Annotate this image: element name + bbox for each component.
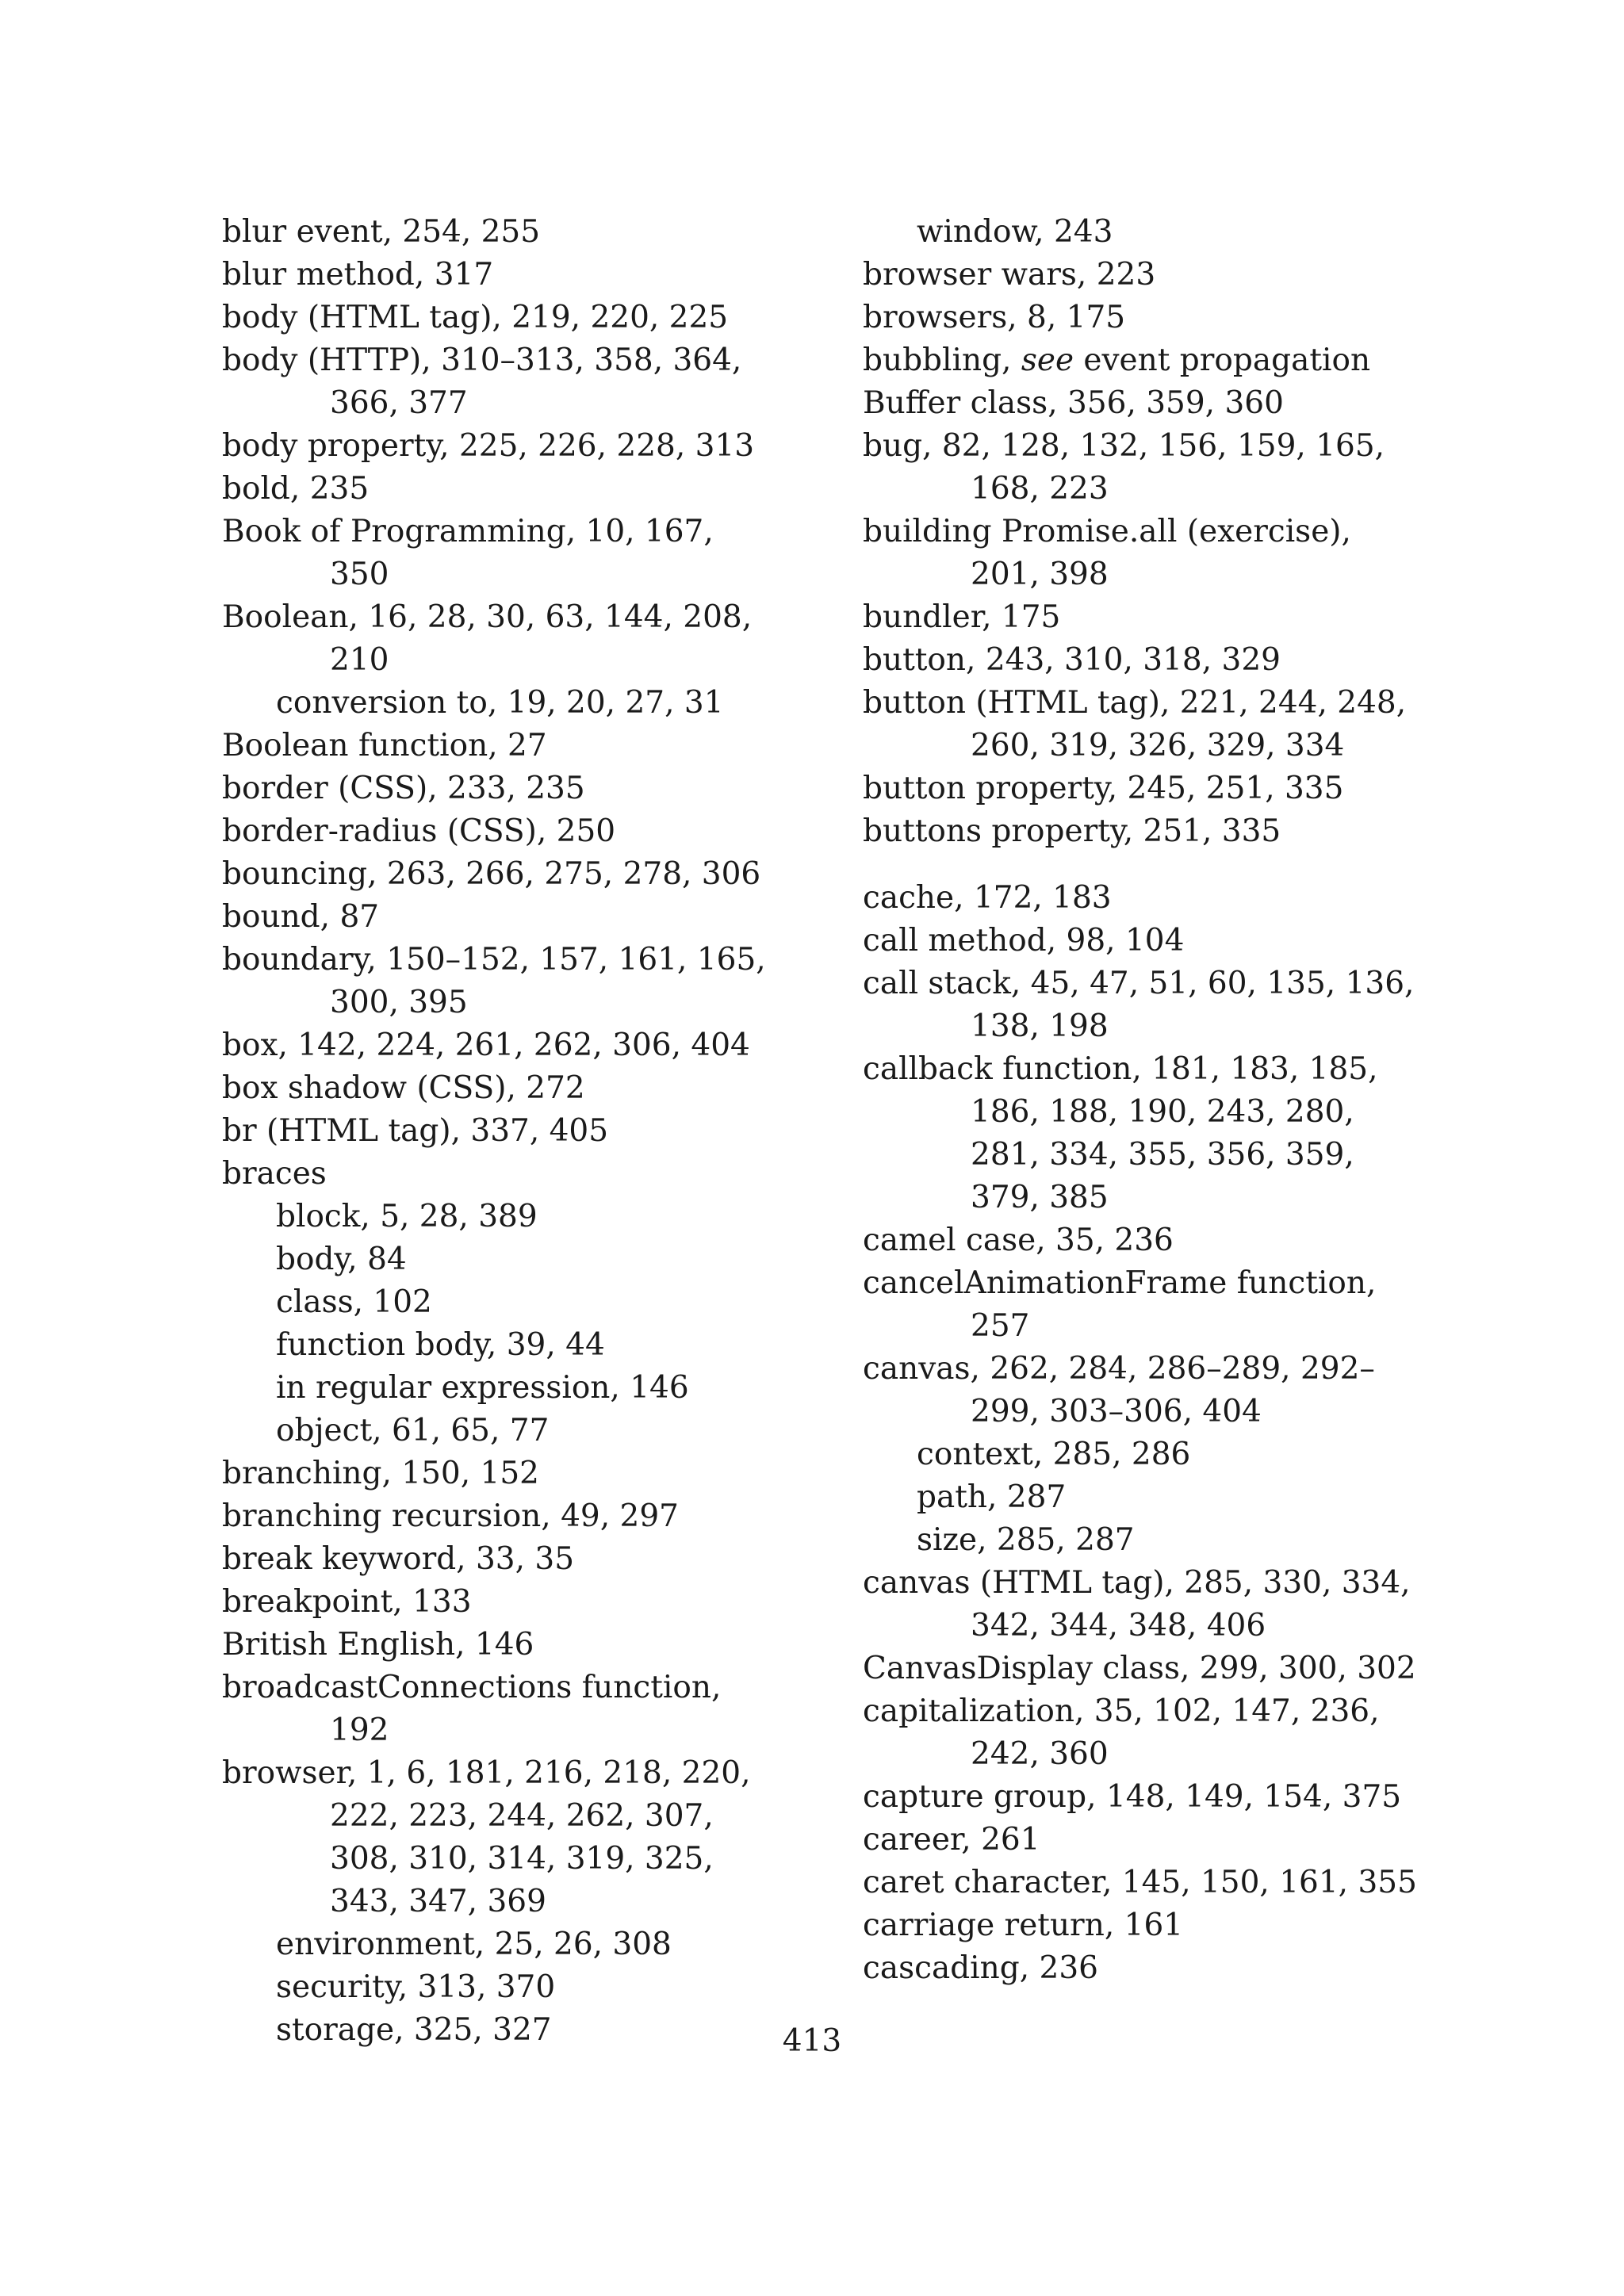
index-term: breakpoint, <box>222 1584 413 1620</box>
index-subentry <box>276 1410 777 1452</box>
page-number: 413 <box>782 2023 842 2059</box>
index-entry <box>863 339 1418 382</box>
index-term: button (HTML tag), <box>863 685 1180 721</box>
index-term: blur event, <box>222 214 403 250</box>
index-entry <box>222 1067 777 1110</box>
index-term: br (HTML tag), <box>222 1113 471 1149</box>
index-term: box, <box>222 1027 298 1063</box>
index-column-right <box>863 211 1418 1990</box>
index-term: class, <box>276 1284 373 1320</box>
index-page-refs: event propagation <box>1074 342 1371 378</box>
index-term: environment, <box>276 1927 495 1962</box>
index-term: building Promise.all (exercise), <box>863 514 1351 549</box>
index-page-refs: 175 <box>1001 599 1061 635</box>
index-page-refs: 39, 44 <box>506 1327 605 1363</box>
index-term: object, <box>276 1413 392 1448</box>
index-page-refs: 35, 236 <box>1055 1223 1174 1258</box>
index-term: call stack, <box>863 966 1031 1001</box>
index-subentry <box>917 1519 1418 1562</box>
index-page-refs: 310–313, 358, 364, 366, 377 <box>330 342 742 421</box>
index-term: in regular expression, <box>276 1370 630 1406</box>
index-entry <box>222 339 777 425</box>
index-entry <box>863 1776 1418 1819</box>
index-page-refs: 219, 220, 225 <box>511 300 729 335</box>
index-page-refs: 82, 128, 132, 156, 159, 165, 168, 223 <box>941 428 1385 507</box>
index-page-refs: 299, 300, 302 <box>1199 1651 1416 1686</box>
index-entry <box>863 920 1418 962</box>
index-page-refs: 148, 149, 154, 375 <box>1105 1779 1402 1815</box>
index-page-refs: 145, 150, 161, 355 <box>1121 1865 1417 1900</box>
index-page-refs: 251, 335 <box>1143 813 1281 849</box>
index-term: broadcastConnections function, <box>222 1670 722 1705</box>
index-page-refs: 8, 175 <box>1027 300 1126 335</box>
index-term: bouncing, <box>222 856 387 892</box>
index-entry <box>222 254 777 297</box>
index-entry <box>222 810 777 853</box>
index-entry <box>222 1581 777 1624</box>
index-page-refs: 25, 26, 308 <box>494 1927 672 1962</box>
index-page-refs: 1, 6, 181, 216, 218, 220, 222, 223, 244, 262, 307, 308, 310, 314, 319, 325, 343, 347, 369 <box>330 1755 751 1919</box>
index-term: bound, <box>222 899 340 935</box>
index-page-refs: 243, 310, 318, 329 <box>985 642 1281 678</box>
index-term: body (HTTP), <box>222 342 442 378</box>
index-page-refs: 243 <box>1053 214 1113 250</box>
index-entry <box>222 767 777 810</box>
index-entry <box>863 767 1418 810</box>
index-term: bug, <box>863 428 942 464</box>
index-page-refs: 325, 327 <box>413 2012 552 2048</box>
index-page-refs: 19, 20, 27, 31 <box>507 685 724 721</box>
index-entry <box>222 511 777 596</box>
index-term: cache, <box>863 880 974 916</box>
index-term: Book of Programming, <box>222 514 586 549</box>
index-term: body (HTML tag), <box>222 300 512 335</box>
index-page-refs: 257 <box>971 1308 1030 1344</box>
index-page-refs: 221, 244, 248, 260, 319, 326, 329, 334 <box>971 685 1407 763</box>
index-page-refs: 254, 255 <box>402 214 541 250</box>
index-term: canvas (HTML tag), <box>863 1565 1185 1601</box>
index-page-refs: 161 <box>1124 1908 1184 1943</box>
index-column-left <box>222 211 777 2052</box>
index-entry <box>863 1947 1418 1990</box>
index-term: body, <box>276 1242 368 1277</box>
index-page-refs: 313, 370 <box>417 1969 556 2005</box>
index-entry <box>222 1024 777 1067</box>
index-term: braces <box>222 1156 327 1192</box>
index-entry <box>863 1262 1418 1348</box>
index-page-refs: 10, 167, 350 <box>330 514 714 592</box>
index-entry <box>863 511 1418 596</box>
index-page-refs: 150, 152 <box>401 1456 539 1491</box>
index-page-refs: 233, 235 <box>447 771 585 806</box>
index-page-refs: 33, 35 <box>475 1541 575 1577</box>
index-page-refs: 98, 104 <box>1066 923 1185 959</box>
index-term: branching, <box>222 1456 402 1491</box>
index-entry <box>222 596 777 682</box>
index-page-refs: 102 <box>373 1284 432 1320</box>
index-page-refs: 272 <box>526 1070 585 1106</box>
index-entry <box>222 1110 777 1153</box>
index-page-refs: 5, 28, 389 <box>380 1199 538 1234</box>
index-page-refs: 181, 183, 185, 186, 188, 190, 243, 280, 281, 334, 355, 356, 359, 379, 385 <box>971 1051 1378 1215</box>
index-term: conversion to, <box>276 685 508 721</box>
index-page-refs: 356, 359, 360 <box>1067 385 1284 421</box>
index-page-refs: 317 <box>434 257 494 293</box>
index-page-refs: 146 <box>474 1627 534 1663</box>
index-page-refs: 150–152, 157, 161, 165, 300, 395 <box>330 942 766 1020</box>
index-entry <box>863 1862 1418 1904</box>
index-page-refs: 61, 65, 77 <box>391 1413 550 1448</box>
index-term: buttons property, <box>863 813 1143 849</box>
index-entry <box>863 962 1418 1048</box>
index-page-refs: 287 <box>1006 1479 1067 1515</box>
index-term: CanvasDisplay class, <box>863 1651 1200 1686</box>
index-entry <box>863 1819 1418 1862</box>
index-term: British English, <box>222 1627 475 1663</box>
index-page-refs: 27 <box>508 728 547 763</box>
index-subentry <box>276 1324 777 1367</box>
index-page-refs: 201, 398 <box>971 557 1109 592</box>
index-entry <box>222 896 777 939</box>
index-entry <box>863 1562 1418 1647</box>
index-entry <box>863 1219 1418 1262</box>
index-subentry <box>276 1196 777 1238</box>
index-term: border (CSS), <box>222 771 447 806</box>
index-entry <box>222 468 777 511</box>
see-reference: see <box>1021 342 1074 378</box>
index-entry <box>863 1904 1418 1947</box>
index-entry <box>863 1048 1418 1219</box>
index-entry <box>222 1495 777 1538</box>
index-page-refs: 45, 47, 51, 60, 135, 136, 138, 198 <box>971 966 1415 1044</box>
index-page-refs: 87 <box>339 899 380 935</box>
index-page-refs: 285, 287 <box>996 1522 1135 1558</box>
index-entry <box>222 425 777 468</box>
index-term: blur method, <box>222 257 435 293</box>
index-term: branching recursion, <box>222 1498 561 1534</box>
index-entry <box>863 810 1418 853</box>
index-entry <box>863 1348 1418 1433</box>
index-term: camel case, <box>863 1223 1056 1258</box>
index-entry <box>863 682 1418 767</box>
index-term: browsers, <box>863 300 1028 335</box>
index-page-refs: 285, 286 <box>1052 1437 1191 1472</box>
index-entry <box>863 1647 1418 1690</box>
index-term: call method, <box>863 923 1067 959</box>
index-page-refs: 235 <box>309 471 370 507</box>
index-entry <box>222 853 777 896</box>
index-page-refs: 285, 330, 334, 342, 344, 348, 406 <box>971 1565 1411 1644</box>
index-page-refs: 337, 405 <box>470 1113 609 1149</box>
index-page-refs: 262, 284, 286–289, 292–299, 303–306, 404 <box>971 1351 1375 1429</box>
index-term: bubbling, <box>863 342 1021 378</box>
index-subentry <box>276 1281 777 1324</box>
index-entry <box>222 1624 777 1667</box>
index-entry <box>222 1667 777 1752</box>
index-entry <box>863 425 1418 511</box>
index-subentry <box>276 682 777 725</box>
index-page-refs: 225, 226, 228, 313 <box>458 428 755 464</box>
index-entry <box>222 1153 777 1196</box>
index-term: Boolean, <box>222 599 369 635</box>
index-term: boundary, <box>222 942 387 978</box>
index-page-refs: 49, 297 <box>561 1498 679 1534</box>
index-term: size, <box>917 1522 997 1558</box>
index-entry <box>863 297 1418 339</box>
index-term: path, <box>917 1479 1007 1515</box>
index-page-refs: 35, 102, 147, 236, 242, 360 <box>971 1693 1380 1772</box>
index-term: career, <box>863 1822 982 1858</box>
index-entry <box>863 639 1418 682</box>
index-page-refs: 245, 251, 335 <box>1127 771 1344 806</box>
index-subentry <box>276 1966 777 2009</box>
index-term: bundler, <box>863 599 1002 635</box>
index-entry <box>222 1538 777 1581</box>
index-term: caret character, <box>863 1865 1122 1900</box>
index-subentry <box>917 1476 1418 1519</box>
index-page-refs: 172, 183 <box>973 880 1112 916</box>
index-term: cancelAnimationFrame function, <box>863 1265 1377 1301</box>
index-page-refs: 223 <box>1096 257 1156 293</box>
index-subentry <box>276 1367 777 1410</box>
index-page-refs: 146 <box>630 1370 689 1406</box>
index-term: window, <box>917 214 1054 250</box>
index-page-refs: 236 <box>1039 1950 1098 1986</box>
index-term: callback function, <box>863 1051 1152 1087</box>
index-entry <box>222 211 777 254</box>
index-term: block, <box>276 1199 381 1234</box>
index-term: Buffer class, <box>863 385 1067 421</box>
index-page-refs: 16, 28, 30, 63, 144, 208, 210 <box>330 599 753 678</box>
index-entry <box>863 254 1418 297</box>
index-page-refs: 192 <box>330 1712 389 1748</box>
index-subentry <box>917 1433 1418 1476</box>
index-term: button, <box>863 642 986 678</box>
index-term: border-radius (CSS), <box>222 813 557 849</box>
index-entry <box>863 596 1418 639</box>
index-entry <box>222 725 777 767</box>
index-entry <box>222 1452 777 1495</box>
index-term: capitalization, <box>863 1693 1094 1729</box>
index-page-refs: 261 <box>981 1822 1040 1858</box>
index-page-refs: 84 <box>367 1242 407 1277</box>
index-term: storage, <box>276 2012 414 2048</box>
index-term: box shadow (CSS), <box>222 1070 527 1106</box>
index-subentry <box>276 1238 777 1281</box>
index-term: cascading, <box>863 1950 1040 1986</box>
index-page-refs: 142, 224, 261, 262, 306, 404 <box>297 1027 750 1063</box>
index-entry <box>222 1752 777 1923</box>
index-subentry <box>276 1923 777 1966</box>
index-term: capture group, <box>863 1779 1106 1815</box>
index-term: browser wars, <box>863 257 1097 293</box>
index-term: context, <box>917 1437 1053 1472</box>
index-term: body property, <box>222 428 459 464</box>
index-term: button property, <box>863 771 1128 806</box>
index-term: bold, <box>222 471 310 507</box>
index-page-refs: 263, 266, 275, 278, 306 <box>386 856 761 892</box>
index-term: security, <box>276 1969 418 2005</box>
index-page-refs: 133 <box>412 1584 472 1620</box>
index-term: Boolean function, <box>222 728 508 763</box>
index-entry <box>222 939 777 1024</box>
index-entry <box>863 382 1418 425</box>
index-entry <box>863 1690 1418 1776</box>
index-entry <box>863 877 1418 920</box>
index-entry <box>222 297 777 339</box>
index-page-refs: 250 <box>556 813 616 849</box>
index-term: function body, <box>276 1327 507 1363</box>
index-term: break keyword, <box>222 1541 476 1577</box>
index-subentry <box>917 211 1418 254</box>
index-term: carriage return, <box>863 1908 1124 1943</box>
index-term: canvas, <box>863 1351 990 1387</box>
index-term: browser, <box>222 1755 367 1791</box>
